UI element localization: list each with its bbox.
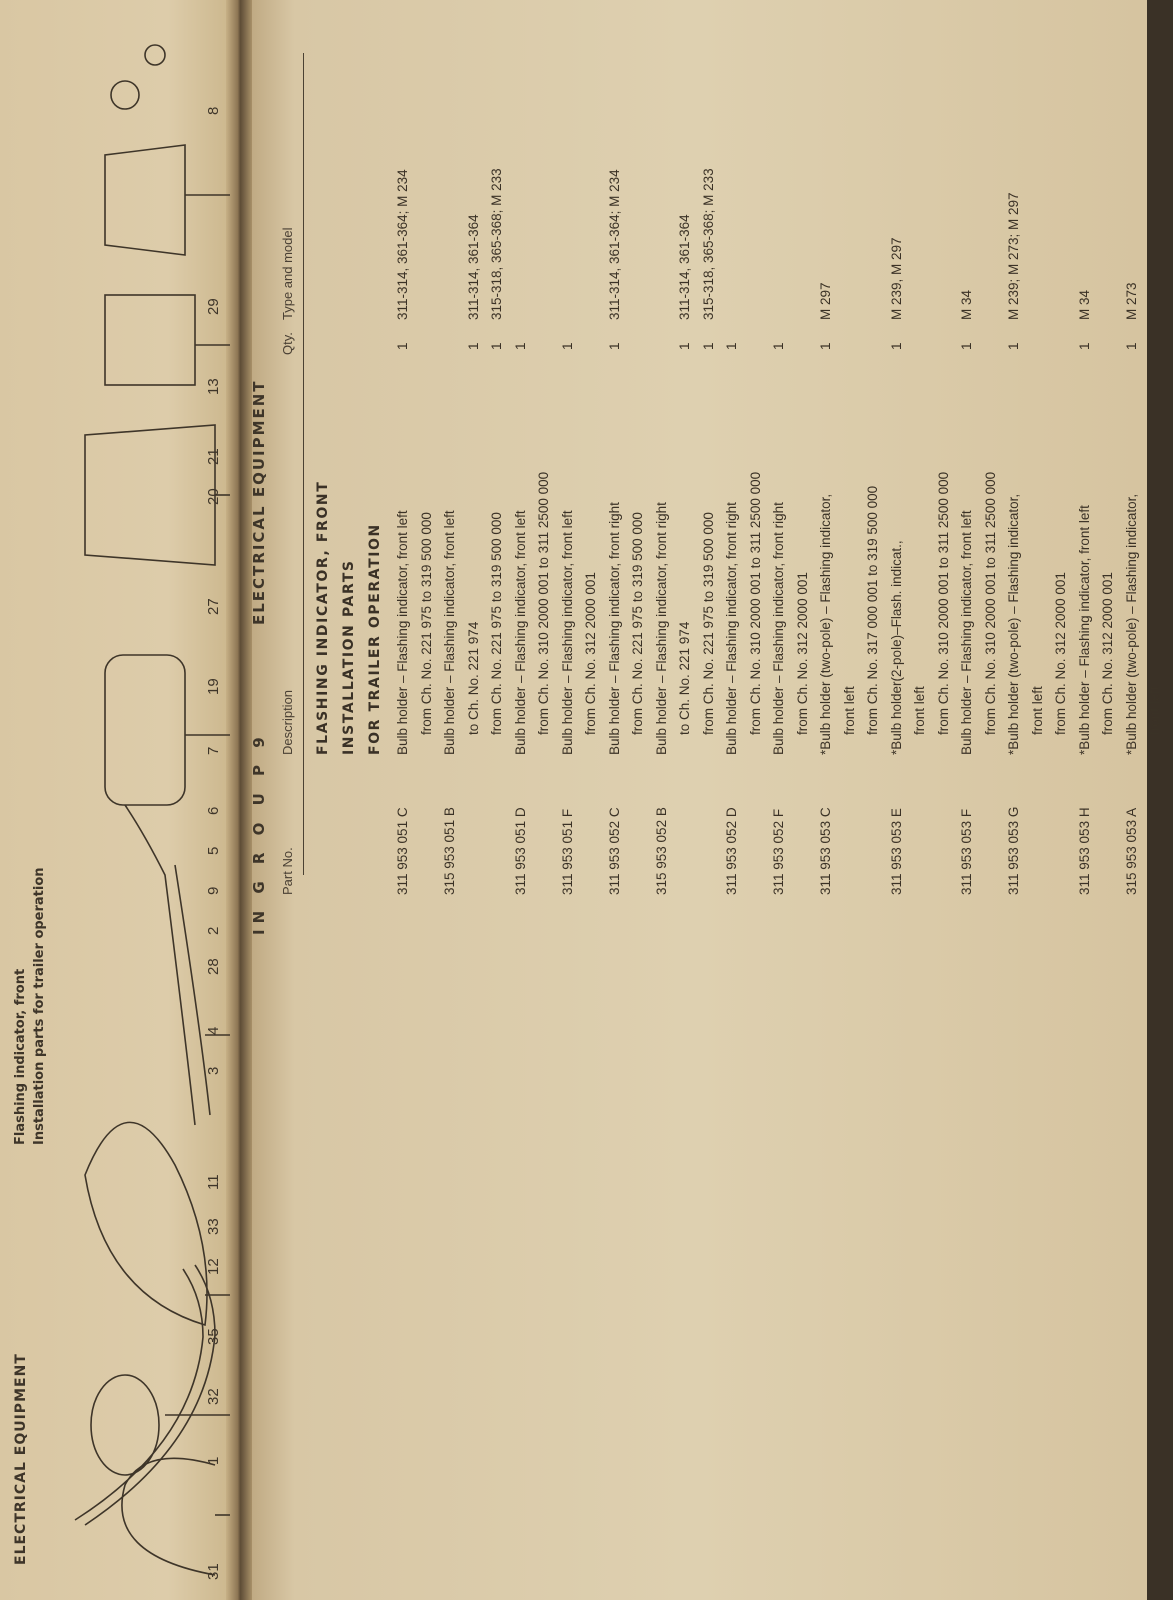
table-row bbox=[419, 5, 445, 1595]
left-header-title: Flashing indicator, front bbox=[13, 968, 28, 1145]
table-row bbox=[466, 5, 492, 1595]
callout-number: 4 bbox=[205, 1026, 222, 1035]
quantity: 1 bbox=[724, 342, 739, 350]
bracket-shape bbox=[125, 805, 195, 1125]
part-number: 311 953 051 F bbox=[559, 808, 575, 895]
description: front left bbox=[1147, 686, 1162, 735]
table-row bbox=[771, 5, 797, 1595]
table-row bbox=[607, 5, 633, 1595]
callout-number: 7 bbox=[205, 746, 222, 755]
callout-number: 5 bbox=[205, 846, 222, 855]
description: from Ch. No. 317 000 001 to 319 500 000 bbox=[865, 485, 880, 735]
description: Bulb holder – Flashing indicator, front right bbox=[724, 502, 739, 755]
description: *Bulb holder (two-pole) – Flashing indicator, bbox=[1006, 493, 1021, 755]
group-label: G R O U P 9 bbox=[250, 731, 268, 894]
part-number: 311 953 052 D bbox=[724, 807, 739, 895]
type-model: 315-318, 365-368; M 233 bbox=[700, 168, 716, 320]
table-row bbox=[748, 5, 774, 1595]
table-row bbox=[959, 5, 985, 1595]
callout-number: 31 bbox=[205, 1563, 222, 1580]
quantity: 1 bbox=[771, 342, 786, 350]
type-model: 311-314, 361-364 bbox=[465, 214, 481, 320]
table-row bbox=[865, 5, 891, 1595]
table-row bbox=[842, 5, 868, 1595]
quantity: 1 bbox=[818, 342, 833, 350]
description: to Ch. No. 221 974 bbox=[465, 621, 481, 735]
callout-number: 27 bbox=[205, 598, 222, 615]
quantity: 1 bbox=[606, 342, 622, 350]
left-page-content bbox=[5, 5, 233, 1595]
section-title-line-3: FOR TRAILER OPERATION bbox=[367, 523, 383, 755]
description: *Bulb holder – Flashing indicator, front left bbox=[1076, 505, 1092, 755]
callout-number: 29 bbox=[205, 298, 222, 315]
description: from Ch. No. 310 2000 001 to 311 2500 000 bbox=[982, 471, 998, 735]
column-qty: Qty. bbox=[280, 332, 295, 355]
group-header bbox=[250, 731, 268, 935]
description: Bulb holder – Flashing indicator, front left bbox=[512, 510, 528, 755]
table-row bbox=[724, 5, 750, 1595]
lamp-housing-shape bbox=[122, 1458, 215, 1575]
group-prefix: IN bbox=[250, 904, 268, 935]
table-row bbox=[1100, 5, 1126, 1595]
quantity: 1 bbox=[512, 342, 528, 350]
type-model: M 239, M 297 bbox=[888, 237, 904, 320]
part-number: 311 953 051 D bbox=[512, 807, 528, 895]
part-number: 311 953 052 C bbox=[606, 807, 622, 895]
description: Bulb holder – Flashing indicator, front left bbox=[442, 510, 457, 755]
seal-shape bbox=[85, 1265, 215, 1525]
description: Bulb holder – Flashing indicator, front right bbox=[771, 502, 786, 755]
column-part-no: Part No. bbox=[280, 847, 295, 895]
left-header-subtitle: Installation parts for trailer operation bbox=[32, 867, 47, 1145]
parts-illustration bbox=[65, 5, 233, 1595]
quantity: 1 bbox=[888, 342, 904, 350]
description: front left bbox=[912, 686, 927, 735]
part-number: 311 953 053 E bbox=[888, 808, 904, 895]
table-row bbox=[513, 5, 539, 1595]
callout-number: 28 bbox=[205, 958, 222, 975]
quantity: 1 bbox=[1123, 342, 1139, 350]
table-row bbox=[818, 5, 844, 1595]
table-row bbox=[1124, 5, 1150, 1595]
type-model: M 239; M 273; M 297 bbox=[1006, 192, 1021, 320]
column-type-model: Type and model bbox=[280, 227, 295, 320]
callout-number: 2 bbox=[205, 926, 222, 935]
description: front left bbox=[841, 686, 857, 735]
table-row bbox=[630, 5, 656, 1595]
type-model: M 34 bbox=[1076, 289, 1092, 320]
callout-number: 13 bbox=[205, 378, 222, 395]
type-model: 315-318, 365-368; M 233 bbox=[489, 168, 504, 320]
description: *Bulb holder(2-pole)–Flash. indicat., bbox=[888, 540, 904, 755]
bulb-holder-shape bbox=[105, 145, 185, 255]
bracket-shape-lower bbox=[175, 865, 210, 1115]
table-row bbox=[395, 5, 421, 1595]
description: Bulb holder – Flashing indicator, front right bbox=[606, 502, 622, 755]
lens-shape bbox=[85, 1122, 207, 1325]
quantity: 1 bbox=[1076, 342, 1092, 350]
table-row bbox=[583, 5, 609, 1595]
callout-number: 3 bbox=[205, 1066, 222, 1075]
screw-cap-shape bbox=[111, 81, 139, 109]
right-page-content bbox=[245, 5, 1162, 1595]
left-header-section: ELECTRICAL EQUIPMENT bbox=[13, 1353, 29, 1565]
description: front left bbox=[1029, 686, 1045, 735]
type-model: 311-314, 361-364 bbox=[677, 214, 692, 320]
quantity: 1 bbox=[489, 342, 504, 350]
washer-shape bbox=[145, 45, 165, 65]
table-row bbox=[936, 5, 962, 1595]
callout-number: 11 bbox=[205, 1174, 222, 1190]
quantity: 1 bbox=[395, 342, 410, 350]
table-row bbox=[1077, 5, 1103, 1595]
description: Bulb holder – Flashing indicator, front left bbox=[559, 510, 575, 755]
callout-number: 1 bbox=[205, 1456, 222, 1465]
callout-number: 19 bbox=[205, 678, 222, 695]
part-number: 311 953 053 C bbox=[818, 807, 833, 895]
column-description: Description bbox=[280, 689, 295, 755]
type-model: 311-314, 361-364; M 234 bbox=[395, 169, 410, 320]
description: from Ch. No. 221 975 to 319 500 000 bbox=[489, 512, 504, 735]
description: from Ch. No. 310 2000 001 to 311 2500 000 bbox=[935, 471, 951, 735]
callout-number: 21 bbox=[205, 448, 222, 465]
description: Bulb holder – Flashing indicator, front left bbox=[959, 510, 974, 755]
type-model: M 34 bbox=[959, 289, 974, 320]
description: from Ch. No. 312 2000 001 bbox=[1053, 572, 1068, 735]
table-row bbox=[795, 5, 821, 1595]
callout-number: 33 bbox=[205, 1218, 222, 1235]
socket-shape bbox=[105, 295, 195, 385]
part-number: 311 953 052 F bbox=[771, 808, 786, 895]
header-rule bbox=[303, 53, 304, 875]
table-row bbox=[983, 5, 1009, 1595]
bulb-cylinder-shape bbox=[105, 655, 185, 805]
quantity: 1 bbox=[677, 342, 692, 350]
description: Bulb holder – Flashing indicator, front right bbox=[653, 502, 669, 755]
callout-number: 32 bbox=[205, 1388, 222, 1405]
part-number: 311 953 051 C bbox=[395, 807, 410, 895]
table-row bbox=[701, 5, 727, 1595]
table-row bbox=[1147, 5, 1173, 1595]
part-number: 311 953 053 H bbox=[1076, 807, 1092, 895]
table-row bbox=[889, 5, 915, 1595]
type-model: M 273 bbox=[1123, 282, 1139, 320]
description: *Bulb holder (two-pole) – Flashing indicator, bbox=[1123, 493, 1139, 755]
table-row bbox=[654, 5, 680, 1595]
description: from Ch. No. 221 975 to 319 500 000 bbox=[630, 512, 645, 735]
callout-number: 9 bbox=[205, 886, 222, 895]
description: from Ch. No. 312 2000 001 bbox=[794, 572, 810, 735]
table-row bbox=[1030, 5, 1056, 1595]
table-row bbox=[489, 5, 515, 1595]
description: from Ch. No. 310 2000 001 to 311 2500 000 bbox=[747, 471, 763, 735]
description: Bulb holder – Flashing indicator, front left bbox=[395, 510, 410, 755]
section-header: ELECTRICAL EQUIPMENT bbox=[250, 379, 268, 625]
section-title-line-1: FLASHING INDICATOR, FRONT bbox=[315, 480, 331, 755]
table-row bbox=[442, 5, 468, 1595]
description: from Ch. No. 312 2000 001 bbox=[583, 572, 598, 735]
callout-number: 8 bbox=[205, 106, 222, 115]
table-row bbox=[912, 5, 938, 1595]
quantity: 1 bbox=[559, 342, 575, 350]
description: to Ch. No. 221 974 bbox=[677, 621, 692, 735]
part-number: 311 953 053 F bbox=[959, 808, 974, 895]
quantity: 1 bbox=[959, 342, 974, 350]
description: from Ch. No. 221 975 to 319 500 000 bbox=[700, 512, 716, 735]
part-number: 311 953 053 G bbox=[1006, 806, 1021, 895]
table-row bbox=[1053, 5, 1079, 1595]
table-row bbox=[677, 5, 703, 1595]
quantity: 1 bbox=[700, 342, 716, 350]
part-number: 315 953 051 B bbox=[442, 807, 457, 895]
type-model: M 297 bbox=[818, 282, 833, 320]
description: from Ch. No. 310 2000 001 to 311 2500 000 bbox=[536, 471, 551, 735]
part-number: 315 953 053 A bbox=[1123, 807, 1139, 895]
junction-box-shape bbox=[85, 425, 215, 565]
quantity: 1 bbox=[465, 342, 481, 350]
table-row bbox=[1006, 5, 1032, 1595]
description: from Ch. No. 312 2000 001 bbox=[1100, 572, 1115, 735]
section-title-line-2: INSTALLATION PARTS bbox=[341, 559, 357, 755]
description: *Bulb holder (two-pole) – Flashing indicator, bbox=[818, 493, 833, 755]
type-model: 311-314, 361-364; M 234 bbox=[606, 169, 622, 320]
callout-number: 35 bbox=[205, 1328, 222, 1345]
callout-number: 20 bbox=[205, 488, 222, 505]
description: from Ch. No. 221 975 to 319 500 000 bbox=[418, 512, 434, 735]
callout-number: 6 bbox=[205, 806, 222, 815]
table-row bbox=[560, 5, 586, 1595]
quantity: 1 bbox=[1006, 342, 1021, 350]
gasket-shape bbox=[91, 1375, 159, 1475]
callout-number: 12 bbox=[205, 1258, 222, 1275]
table-row bbox=[536, 5, 562, 1595]
part-number: 315 953 052 B bbox=[653, 807, 669, 895]
